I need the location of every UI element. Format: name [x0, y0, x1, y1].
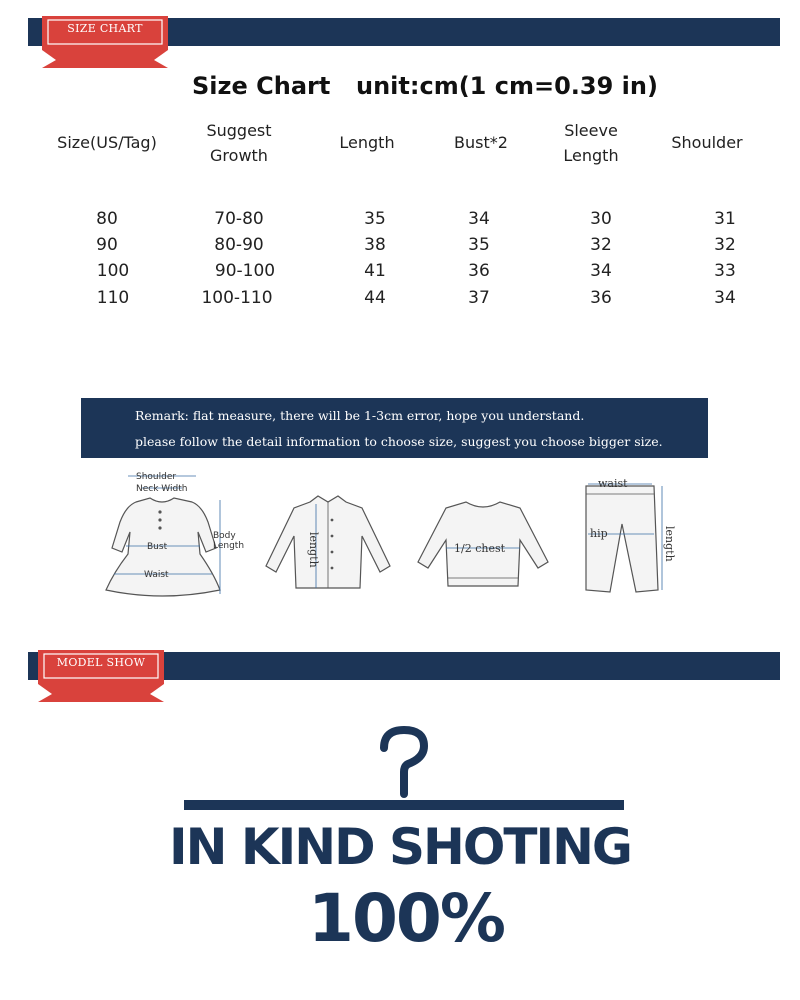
size-chart-tag [42, 16, 168, 56]
label-waist: Waist [144, 570, 169, 580]
dress-measure-diagram [92, 462, 252, 612]
header-size: Size(US/Tag) [57, 133, 157, 152]
cell-shoulder: 34 [714, 288, 736, 308]
header-length: Length [339, 133, 395, 152]
cell-size: 100 [96, 261, 130, 281]
chart-title-row [0, 72, 800, 106]
cell-length: 35 [364, 209, 386, 229]
label-pants-length: length [663, 526, 676, 562]
label-shoulder: Shoulder [136, 472, 177, 482]
cell-size: 90 [96, 235, 118, 255]
label-bust: Bust [147, 542, 168, 552]
cell-shoulder: 32 [714, 235, 736, 255]
header-suggest-growth: Suggest Growth [206, 121, 272, 165]
label-pants-waist: waist [598, 477, 628, 490]
remark-line-2: please follow the detail information to choose size, suggest you choose bigger size. [135, 434, 663, 449]
chart-unit: unit:cm(1 cm=0.39 in) [356, 72, 658, 100]
cell-sleeve: 34 [590, 261, 612, 281]
cell-bust: 37 [468, 288, 490, 308]
header-shoulder: Shoulder [671, 133, 743, 152]
label-shirt-length: length [307, 532, 320, 568]
header-sleeve-length: Sleeve Length [563, 121, 619, 165]
cell-length: 41 [364, 261, 386, 281]
cell-growth: 80-90 [214, 235, 264, 255]
cell-shoulder: 33 [714, 261, 736, 281]
cell-bust: 34 [468, 209, 490, 229]
in-kind-shoting-text: IN KIND SHOTING [169, 818, 631, 876]
label-length: Length [213, 541, 245, 551]
size-chart-tag-label: SIZE CHART [67, 22, 143, 35]
cell-size: 80 [96, 209, 118, 229]
cell-sleeve: 30 [590, 209, 612, 229]
cell-sleeve: 32 [590, 235, 612, 255]
hanger-icon [184, 720, 624, 820]
chart-title: Size Chart [192, 72, 331, 100]
cell-length: 38 [364, 235, 386, 255]
percent-text: 100% [308, 880, 504, 957]
shirt-measure-diagram [258, 462, 398, 612]
cell-bust: 36 [468, 261, 490, 281]
cell-growth: 70-80 [214, 209, 264, 229]
label-neck-width: Neck Width [136, 484, 188, 494]
remark-box [81, 398, 708, 458]
cell-size: 110 [96, 288, 130, 308]
cell-growth: 90-100 [214, 261, 276, 281]
cell-growth: 100-110 [201, 288, 273, 308]
model-show-tag-label: MODEL SHOW [56, 656, 146, 669]
sweater-measure-diagram [408, 462, 558, 612]
cell-length: 44 [364, 288, 386, 308]
cell-shoulder: 31 [714, 209, 736, 229]
label-pants-hip: hip [590, 527, 608, 540]
remark-line-1: Remark: flat measure, there will be 1-3cm error, hope you understand. [135, 408, 585, 423]
cell-sleeve: 36 [590, 288, 612, 308]
pants-measure-diagram [574, 462, 684, 612]
cell-bust: 35 [468, 235, 490, 255]
label-half-chest: 1/2 chest [454, 542, 506, 555]
header-bust: Bust*2 [454, 133, 508, 152]
model-show-tag [38, 650, 164, 690]
label-body: Body [213, 531, 236, 541]
